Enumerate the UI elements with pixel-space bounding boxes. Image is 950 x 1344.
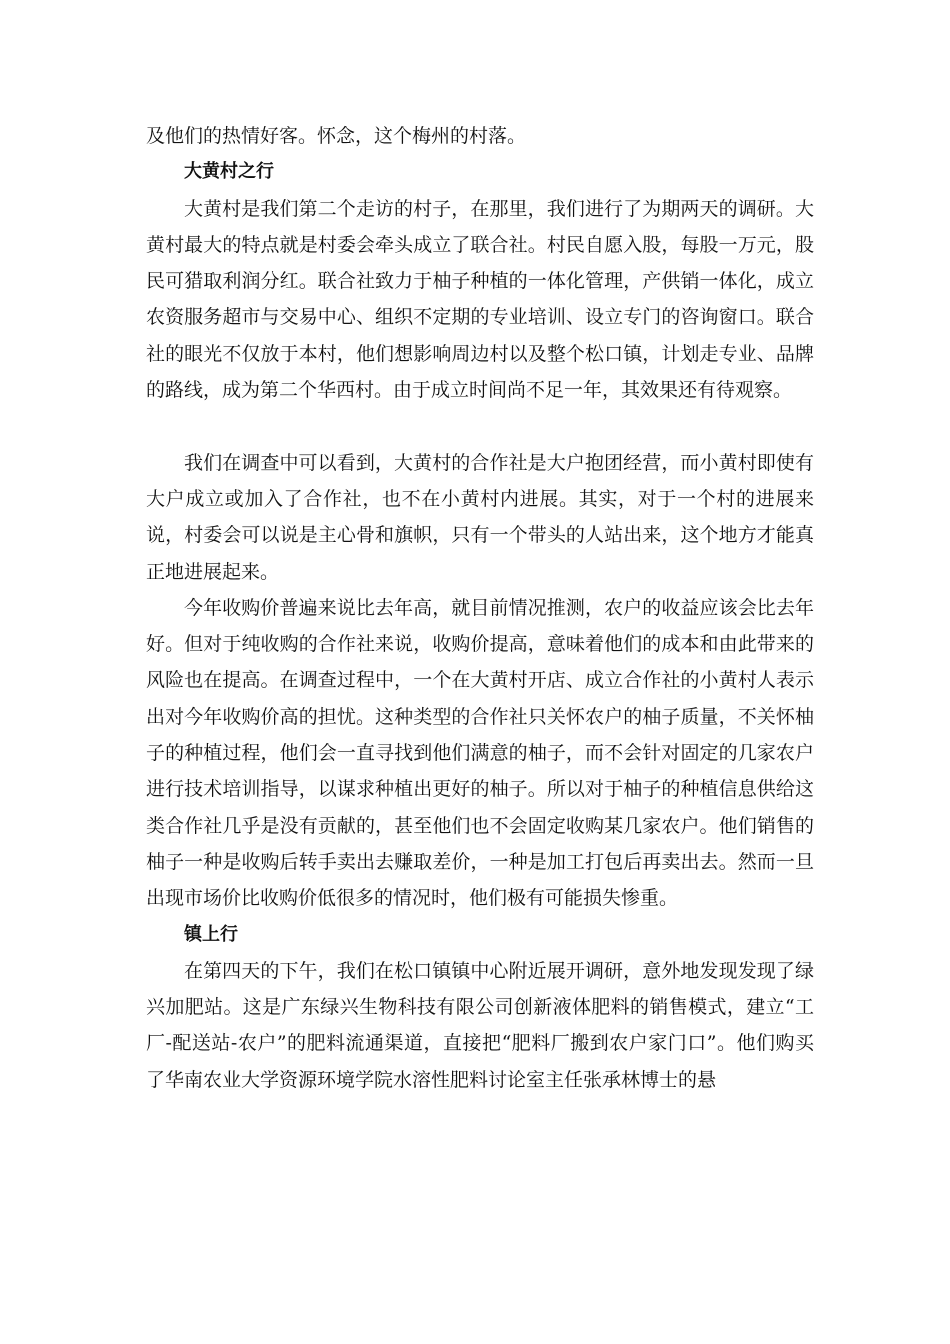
section-heading-town-visit: 镇上行 (184, 923, 238, 945)
section-heading-dahuang-village: 大黄村之行 (184, 161, 274, 183)
blank-line (146, 408, 814, 444)
paragraph-purchase-price: 今年收购价普遍来说比去年高，就目前情况推测，农户的收益应该会比去年好。但对于纯收购的合作社来说，收购价提高，意味着他们的成本和由此带来的风险也在提高。在调查过程中，一个在大黄村开店、成立合作社的小黄村人表示出对今年收购价高的担忧。这种类型的合作社只关怀农户的柚子质量，不关怀柚子的种植过程，他们会一直寻找到他们满意的柚子，而不会针对固定的几家农户进行技术培训指导，以谋求种植出更好的柚子。所以对于柚子的种植信息供给这类合作社几乎是没有贡献的，甚至他们也不会固定收购某几家农户。他们销售的柚子一种是收购后转手卖出去赚取差价，一种是加工打包后再卖出去。然而一旦出现市场价比收购价低很多的情况时，他们极有可能损失惨重。 (146, 596, 814, 910)
opening-paragraph: 及他们的热情好客。怀念，这个梅州的村落。 (146, 125, 527, 147)
paragraph-dahuang-cooperative: 大黄村是我们第二个走访的村子，在那里，我们进行了为期两天的调研。大黄村最大的特点就是村委会牵头成立了联合社。村民自愿入股，每股一万元，股民可猎取利润分红。联合社致力于柚子种植的一体化管理，产供销一体化，成立农资服务超市与交易中心、组织不定期的专业培训、设立专门的咨询窗口。联合社的眼光不仅放于本村，他们想影响周边村以及整个松口镇，计划走专业、品牌的路线，成为第二个华西村。由于成立时间尚不足一年，其效果还有待观察。 (146, 197, 814, 402)
paragraph-survey-findings: 我们在调查中可以看到，大黄村的合作社是大户抱团经营，而小黄村即使有大户成立或加入了合作社，也不在小黄村内进展。其实，对于一个村的进展来说，村委会可以说是主心骨和旗帜，只有一个带头的人站出来，这个地方才能真正地进展起来。 (146, 451, 814, 583)
paragraph-fertilizer-station: 在第四天的下午，我们在松口镇镇中心附近展开调研，意外地发现发现了绿兴加肥站。这是广东绿兴生物科技有限公司创新液体肥料的销售模式，建立“工厂-配送站-农户”的肥料流通渠道，直接把“肥料厂搬到农户家门口”。他们购买了华南农业大学资源环境学院水溶性肥料讨论室主任张承林博士的悬 (146, 959, 814, 1091)
document-body (146, 118, 814, 1098)
